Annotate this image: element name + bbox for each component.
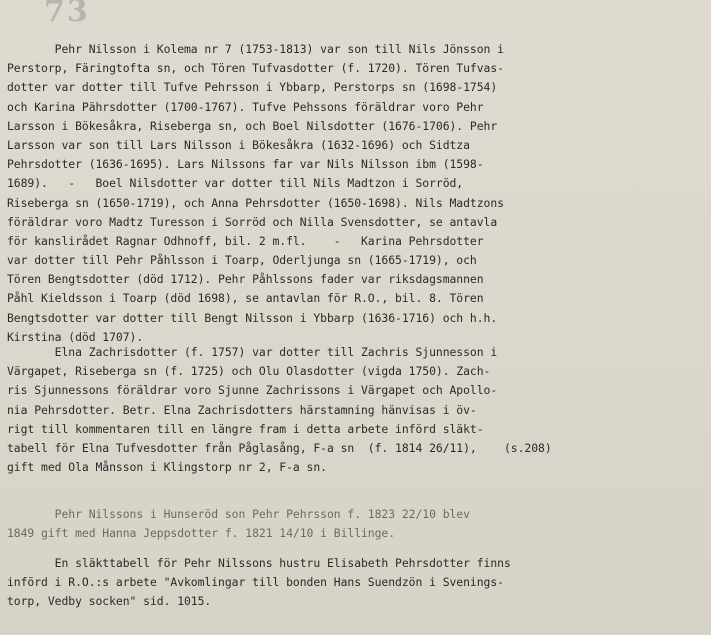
text-line: nia Pehrsdotter. Betr. Elna Zachrisdotters härstamning hänvisas i öv- [7,402,477,417]
text-line: Värgapet, Riseberga sn (f. 1725) och Olu Olasdotter (vigda 1750). Zach- [7,364,491,379]
text-line: En släkttabell för Pehr Nilssons hustru Elisabeth Pehrsdotter finns [7,556,511,570]
paragraph-slakttabell-note [7,554,707,612]
text-line: ris Sjunnessons föräldrar voro Sjunne Zachrissons i Värgapet och Apollo- [7,383,498,398]
text-line: Larsson i Bökesåkra, Riseberga sn, och Boel Nilsdotter (1676-1706). Pehr [7,118,498,133]
paragraph-elna-zachrisdotter [7,343,707,477]
text-line: tabell för Elna Tufvesdotter från Påglasång, F-a sn (f. 1814 26/11), (s.208) [7,440,552,455]
text-line: Påhl Kieldsson i Toarp (död 1698), se antavlan för R.O., bil. 8. Tören [7,291,484,306]
text-line: rigt till kommentaren till en längre fram i detta arbete införd släkt- [7,421,484,436]
text-line: var dotter till Pehr Påhlsson i Toarp, Oderljunga sn (1665-1719), och [7,253,477,268]
text-line: införd i R.O.:s arbete "Avkomlingar till bonden Hans Suendzön i Svenings- [7,575,504,590]
page-number: 73 [44,0,90,29]
text-line: gift med Ola Månsson i Klingstorp nr 2, F-a sn. [7,460,327,475]
text-line: Larsson var son till Lars Nilsson i Bökesåkra (1632-1696) och Sidtza [7,137,470,152]
text-line: Kirstina (död 1707). [7,329,144,344]
text-line: Tören Bengtsdotter (död 1712). Pehr Påhlssons fader var riksdagsmannen [7,272,484,287]
text-line: 1849 gift med Hanna Jeppsdotter f. 1821 14/10 i Billinge. [7,526,396,541]
text-line: Pehrsdotter (1636-1695). Lars Nilssons far var Nils Nilsson ibm (1598- [7,157,484,172]
text-line: Pehr Nilssons i Hunseröd son Pehr Pehrsson f. 1823 22/10 blev [7,507,470,521]
paragraph-hunserod-note [7,505,707,543]
text-line: Perstorp, Färingtofta sn, och Tören Tufvasdotter (f. 1720). Tören Tufvas- [7,61,504,76]
paragraph-pehr-nilsson-ancestry [7,40,707,347]
text-line: Elna Zachrisdotter (f. 1757) var dotter till Zachris Sjunnesson i [7,345,498,359]
text-line: Bengtsdotter var dotter till Bengt Nilsson i Ybbarp (1636-1716) och h.h. [7,310,498,325]
text-line: Pehr Nilsson i Kolema nr 7 (1753-1813) var son till Nils Jönsson i [7,42,504,56]
text-line: torp, Vedby socken" sid. 1015. [7,594,212,609]
text-line: och Karina Pährsdotter (1700-1767). Tufve Pehssons föräldrar voro Pehr [7,99,484,114]
text-line: dotter var dotter till Tufve Pehrsson i Ybbarp, Perstorps sn (1698-1754) [7,80,498,95]
text-line: Riseberga sn (1650-1719), och Anna Pehrsdotter (1650-1698). Nils Madtzons [7,195,504,210]
text-line: 1689). - Boel Nilsdotter var dotter till Nils Madtzon i Sorröd, [7,176,464,191]
text-line: föräldrar voro Madtz Turesson i Sorröd och Nilla Svensdotter, se antavla [7,214,498,229]
text-line: för kanslirådet Ragnar Odhnoff, bil. 2 m.fl. - Karina Pehrsdotter [7,233,484,248]
